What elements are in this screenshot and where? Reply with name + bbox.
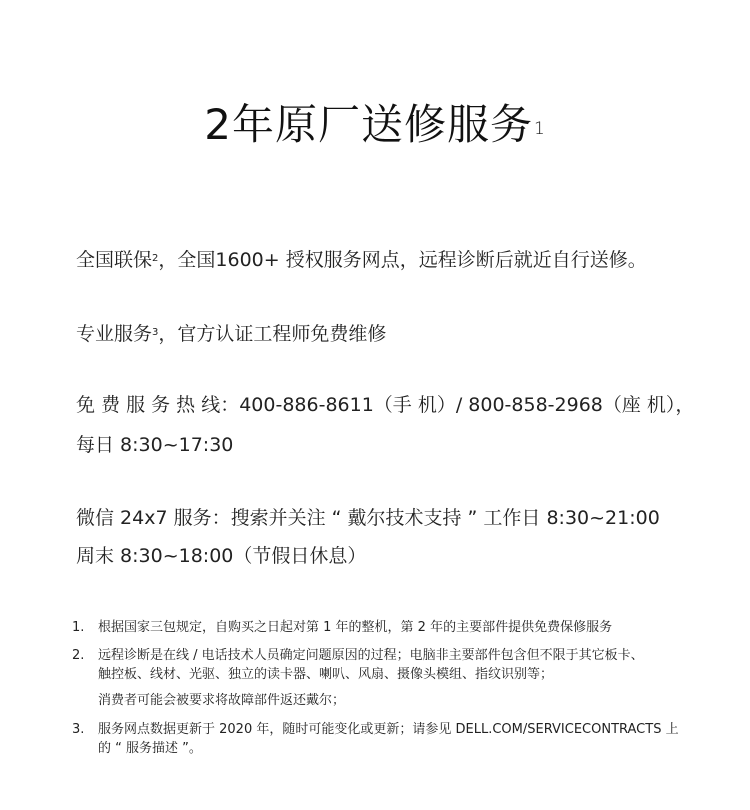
footnote-3-text-line2: 的 “ 服务描述 ”。 [98,741,202,756]
footnote-2-text-line3: 消费者可能会被要求将故障部件返还戴尔； [98,693,346,708]
pro-service-label: 专业服务 [76,323,153,345]
footnote-1-text: 根据国家三包规定，自购买之日起对第 1 年的整机，第 2 年的主要部件提供免费保修服务 [98,620,613,635]
footnote-2-text-line2: 触控板、线材、光驱、独立的读卡器、喇叭、风扇、摄像头模组、指纹识别等； [98,667,554,682]
wechat-line: 微信 24x7 服务：搜索并关注 “ 戴尔技术支持 ” 工作日 8:30~21:00 [76,507,660,529]
footnote-1-number: 1. [72,620,85,635]
hotline-line: 免 费 服 务 热 线：400-886-8611（手 机）/ 800-858-2968（座 机）， [76,394,695,416]
warranty-footnote-marker: 2 [152,253,159,264]
warranty-label: 全国联保 [76,249,153,271]
footnote-3-number: 3. [72,722,85,737]
weekend-hours-line: 周末 8:30~18:00（节假日休息） [76,545,367,567]
pro-service-text: ，官方认证工程师免费维修 [158,323,387,345]
hotline-hours-line: 每日 8:30~17:30 [76,434,234,456]
pro-service-footnote-marker: 3 [152,327,159,338]
warranty-text: ，全国1600+ 授权服务网点，远程诊断后就近自行送修。 [158,249,647,271]
page-title [0,98,750,152]
title-text: 2年原厂送修服务 [204,100,533,149]
footnote-2-number: 2. [72,648,85,663]
warranty-line [76,247,647,273]
pro-service-line [76,321,386,347]
title-footnote-marker: 1 [533,119,546,139]
footnote-3-text: 服务网点数据更新于 2020 年，随时可能变化或更新；请参见 DELL.COM/SERVICECONTRACTS 上 [98,722,679,737]
footnote-2-text: 远程诊断是在线 / 电话技术人员确定问题原因的过程；电脑非主要部件包含但不限于其它板卡、 [98,648,644,663]
